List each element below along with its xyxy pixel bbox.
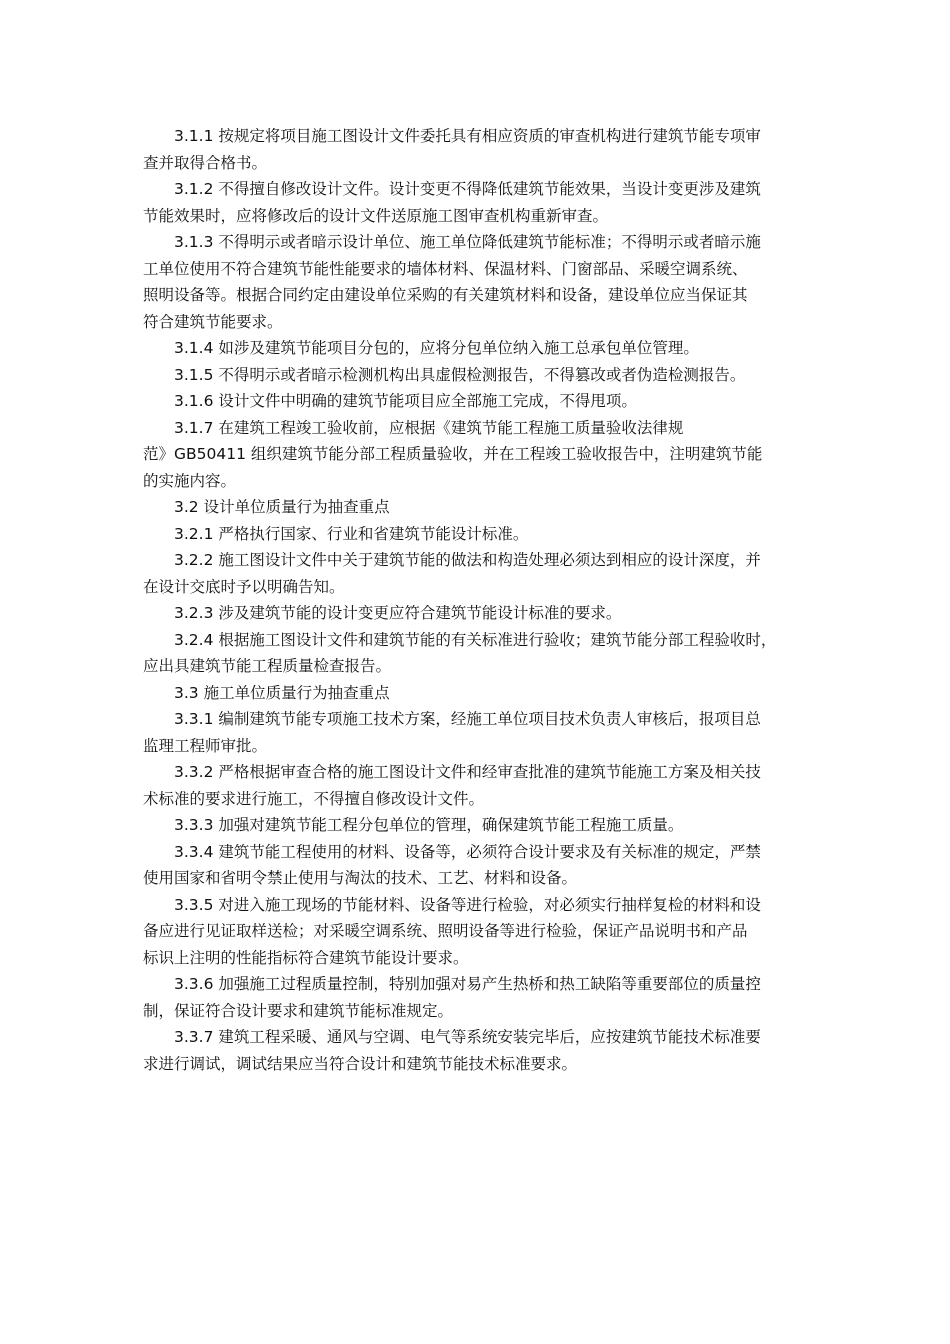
paragraph-3-3-4 — [143, 839, 813, 892]
text-line: 3.3.4 建筑节能工程使用的材料、设备等，必须符合设计要求及有关标准的规定，严禁 — [174, 842, 761, 861]
text-line: 3.3.7 建筑工程采暖、通风与空调、电气等系统安装完毕后，应按建筑节能技术标准要 — [174, 1028, 761, 1046]
text-line: 3.1.1 按规定将项目施工图设计文件委托具有相应资质的审查机构进行建筑节能专项审 — [174, 127, 761, 145]
text-line: 符合建筑节能要求。 — [143, 312, 283, 331]
paragraph-3-1-6 — [143, 388, 813, 415]
text-line: 3.3.3 加强对建筑节能工程分包单位的管理，确保建筑节能工程施工质量。 — [174, 816, 684, 834]
paragraph-3-3-5 — [143, 892, 813, 972]
text-line: 3.1.7 在建筑工程竣工验收前，应根据《建筑节能工程施工质量验收法律规 — [174, 418, 684, 437]
text-line: 应出具建筑节能工程质量检查报告。 — [143, 657, 392, 675]
paragraph-3-3-3 — [143, 812, 813, 839]
text-line: 查并取得合格书。 — [143, 153, 268, 172]
paragraph-3-1-2 — [143, 176, 813, 229]
paragraph-3-3-6 — [143, 971, 813, 1024]
paragraph-3-2-1 — [143, 521, 813, 548]
text-line: 术标准的要求进行施工，不得擅自修改设计文件。 — [143, 789, 485, 808]
paragraph-3-1-7 — [143, 415, 813, 495]
text-line: 3.1.6 设计文件中明确的建筑节能项目应全部施工完成，不得甩项。 — [174, 392, 637, 410]
paragraph-3-3 — [143, 680, 813, 707]
paragraph-3-3-7 — [143, 1024, 813, 1077]
text-line: 3.1.2 不得擅自修改设计文件。设计变更不得降低建筑节能效果，当设计变更涉及建筑 — [174, 180, 761, 198]
text-line: 使用国家和省明令禁止使用与淘汰的技术、工艺、材料和设备。 — [143, 869, 578, 887]
paragraph-3-2 — [143, 494, 813, 521]
text-line: 范》GB50411 组织建筑节能分部工程质量验收，并在工程竣工验收报告中，注明建筑节能 — [143, 445, 763, 463]
paragraph-3-1-4 — [143, 335, 813, 362]
paragraph-3-1-5 — [143, 362, 813, 389]
text-line: 标识上注明的性能指标符合建筑节能设计要求。 — [143, 948, 469, 967]
text-line: 3.1.3 不得明示或者暗示设计单位、施工单位降低建筑节能标准；不得明示或者暗示施 — [174, 233, 761, 251]
text-line: 备应进行见证取样送检；对采暖空调系统、照明设备等进行检验，保证产品说明书和产品 — [143, 922, 748, 940]
text-line: 3.1.4 如涉及建筑节能项目分包的，应将分包单位纳入施工总承包单位管理。 — [174, 339, 699, 357]
text-line: 制，保证符合设计要求和建筑节能标准规定。 — [143, 1001, 454, 1020]
text-line: 3.3.6 加强施工过程质量控制，特别加强对易产生热桥和热工缺陷等重要部位的质量控 — [174, 975, 761, 993]
text-line: 3.3.1 编制建筑节能专项施工技术方案，经施工单位项目技术负责人审核后，报项目总 — [174, 710, 761, 728]
paragraph-3-3-1 — [143, 706, 813, 759]
text-line: 在设计交底时予以明确告知。 — [143, 577, 345, 596]
text-line: 工单位使用不符合建筑节能性能要求的墙体材料、保温材料、门窗部品、采暖空调系统、 — [143, 259, 748, 278]
text-line: 节能效果时，应将修改后的设计文件送原施工图审查机构重新审查。 — [143, 206, 609, 225]
text-line: 3.2.2 施工图设计文件中关于建筑节能的做法和构造处理必须达到相应的设计深度，并 — [174, 551, 761, 569]
text-line: 3.2 设计单位质量行为抽查重点 — [174, 498, 390, 516]
text-line: 3.3.2 严格根据审查合格的施工图设计文件和经审查批准的建筑节能施工方案及相关技 — [174, 763, 761, 781]
paragraph-3-2-4 — [143, 627, 813, 680]
text-line: 监理工程师审批。 — [143, 736, 268, 755]
paragraph-3-2-2 — [143, 547, 813, 600]
text-line: 3.2.1 严格执行国家、行业和省建筑节能设计标准。 — [174, 524, 529, 543]
paragraph-3-1-1 — [143, 123, 813, 176]
paragraph-3-3-2 — [143, 759, 813, 812]
text-line: 3.2.3 涉及建筑节能的设计变更应符合建筑节能设计标准的要求。 — [174, 604, 622, 622]
text-line: 3.3.5 对进入施工现场的节能材料、设备等进行检验，对必须实行抽样复检的材料和设 — [174, 895, 761, 914]
text-line: 照明设备等。根据合同约定由建设单位采购的有关建筑材料和设备，建设单位应当保证其 — [143, 286, 748, 304]
paragraph-3-2-3 — [143, 600, 813, 627]
document-body — [143, 123, 813, 1077]
paragraph-3-1-3 — [143, 229, 813, 335]
text-line: 3.1.5 不得明示或者暗示检测机构出具虚假检测报告，不得篡改或者伪造检测报告。 — [174, 365, 746, 384]
text-line: 3.3 施工单位质量行为抽查重点 — [174, 683, 390, 702]
text-line: 求进行调试，调试结果应当符合设计和建筑节能技术标准要求。 — [143, 1054, 578, 1073]
text-line: 的实施内容。 — [143, 471, 237, 490]
text-line: 3.2.4 根据施工图设计文件和建筑节能的有关标准进行验收；建筑节能分部工程验收时， — [174, 630, 777, 649]
